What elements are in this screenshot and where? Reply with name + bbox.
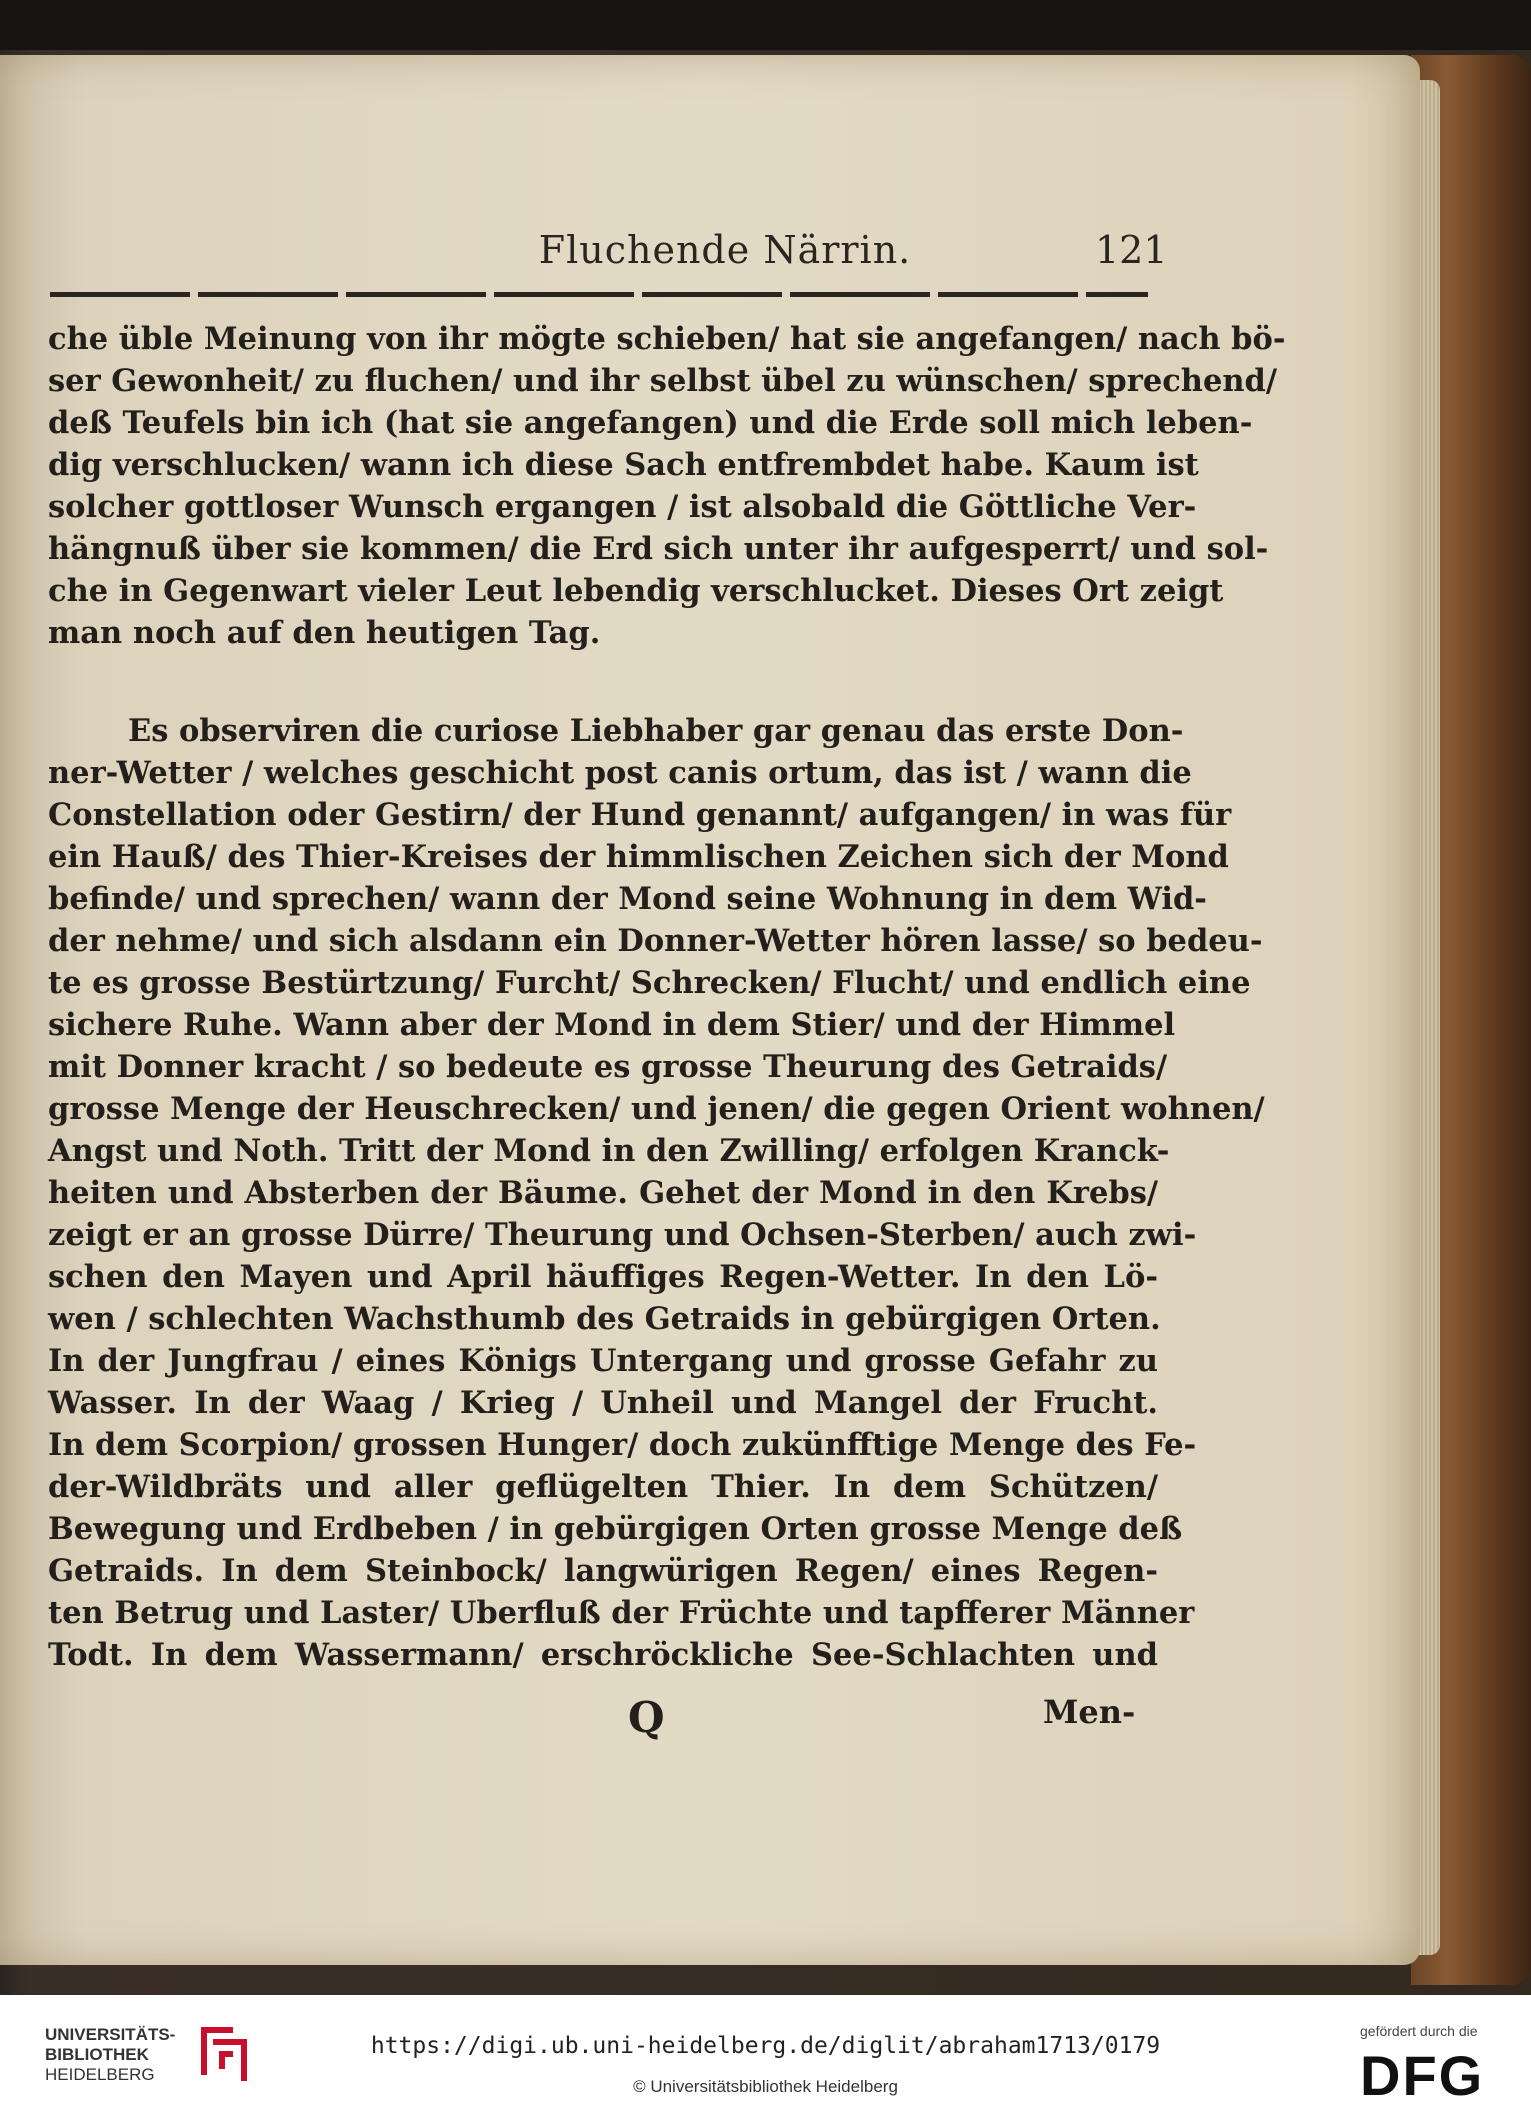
paragraph-1 [48, 318, 1286, 654]
text-line: dig verschlucken/ wann ich diese Sach entfrembdet habe. Kaum ist [48, 447, 1199, 483]
paragraph-2 [48, 710, 1265, 1676]
text-line: ser Gewonheit/ zu fluchen/ und ihr selbst übel zu wünschen/ sprechend/ [48, 363, 1278, 399]
text-line: sichere Ruhe. Wann aber der Mond in dem Stier/ und der Himmel [48, 1007, 1176, 1043]
text-line: schen den Mayen und April häuffiges Regen-Wetter. In den Lö- [48, 1259, 1158, 1295]
text-line: der nehme/ und sich alsdann ein Donner-Wetter hören lasse/ so bedeu- [48, 923, 1263, 959]
funding-label: gefördert durch die [1360, 2023, 1478, 2039]
text-line: hängnuß über sie kommen/ die Erd sich unter ihr aufgesperrt/ und sol- [48, 531, 1269, 567]
library-name-line-1: UNIVERSITÄTS- [45, 2025, 176, 2044]
running-head: Fluchende Närrin. [538, 228, 912, 272]
page-number: 121 [1095, 228, 1168, 272]
text-line: In dem Scorpion/ grossen Hunger/ doch zukünfftige Menge des Fe- [48, 1427, 1197, 1463]
text-line: mit Donner kracht / so bedeute es grosse Theurung des Getraids/ [48, 1049, 1168, 1085]
signature-mark: Q [628, 1693, 665, 1742]
text-line: heiten und Absterben der Bäume. Gehet der Mond in den Krebs/ [48, 1175, 1158, 1211]
text-line: Wasser. In der Waag / Krieg / Unheil und Mangel der Frucht. [48, 1385, 1158, 1421]
text-line: Angst und Noth. Tritt der Mond in den Zwilling/ erfolgen Kranck- [48, 1133, 1170, 1169]
text-line: solcher gottloser Wunsch ergangen / ist alsobald die Göttliche Ver- [48, 489, 1197, 525]
dfg-logo[interactable]: DFG [1360, 2044, 1485, 2107]
text-line: deß Teufels bin ich (hat sie angefangen) und die Erde soll mich leben- [48, 405, 1253, 441]
text-line: wen / schlechten Wachsthumb des Getraids in gebürgigen Orten. [48, 1301, 1161, 1337]
text-line: ten Betrug und Laster/ Uberfluß der Früchte und tapfferer Männer [48, 1595, 1195, 1631]
copyright-notice: © Universitätsbibliothek Heidelberg [633, 2077, 898, 2096]
text-line: Getraids. In dem Steinbock/ langwürigen Regen/ eines Regen- [48, 1553, 1158, 1589]
footer-bar [0, 1995, 1531, 2119]
text-line: Constellation oder Gestirn/ der Hund genannt/ aufgangen/ in was für [48, 797, 1232, 833]
text-line: ein Hauß/ des Thier-Kreises der himmlischen Zeichen sich der Mond [48, 839, 1229, 875]
text-line: te es grosse Bestürtzung/ Furcht/ Schrecken/ Flucht/ und endlich eine [48, 965, 1251, 1001]
header-rule [50, 292, 1148, 297]
text-line: ner-Wetter / welches geschicht post canis ortum, das ist / wann die [48, 755, 1192, 791]
text-line: der-Wildbräts und aller geflügelten Thier. In dem Schützen/ [48, 1469, 1158, 1505]
text-line: befinde/ und sprechen/ wann der Mond seine Wohnung in dem Wid- [48, 881, 1207, 917]
text-line: che in Gegenwart vieler Leut lebendig verschlucket. Dieses Ort zeigt [48, 573, 1224, 609]
text-line: In der Jungfrau / eines Königs Untergang und grosse Gefahr zu [48, 1343, 1158, 1379]
text-line: che üble Meinung von ihr mögte schieben/ hat sie angefangen/ nach bö- [48, 321, 1286, 357]
text-line: Es observiren die curiose Liebhaber gar genau das erste Don- [128, 713, 1184, 749]
catchword: Men- [1043, 1693, 1136, 1731]
text-line: grosse Menge der Heuschrecken/ und jenen/ die gegen Orient wohnen/ [48, 1091, 1265, 1127]
text-line: man noch auf den heutigen Tag. [48, 615, 601, 651]
library-name-line-2: BIBLIOTHEK [45, 2045, 149, 2064]
library-name-line-3: HEIDELBERG [45, 2065, 155, 2084]
text-line: Todt. In dem Wassermann/ erschröckliche See-Schlachten und [48, 1637, 1158, 1673]
text-line: Bewegung und Erdbeben / in gebürgigen Orten grosse Menge deß [48, 1511, 1183, 1547]
permalink-url[interactable]: https://digi.ub.uni-heidelberg.de/diglit/abraham1713/0179 [370, 2033, 1161, 2059]
text-line: zeigt er an grosse Dürre/ Theurung und Ochsen-Sterben/ auch zwi- [48, 1217, 1197, 1253]
